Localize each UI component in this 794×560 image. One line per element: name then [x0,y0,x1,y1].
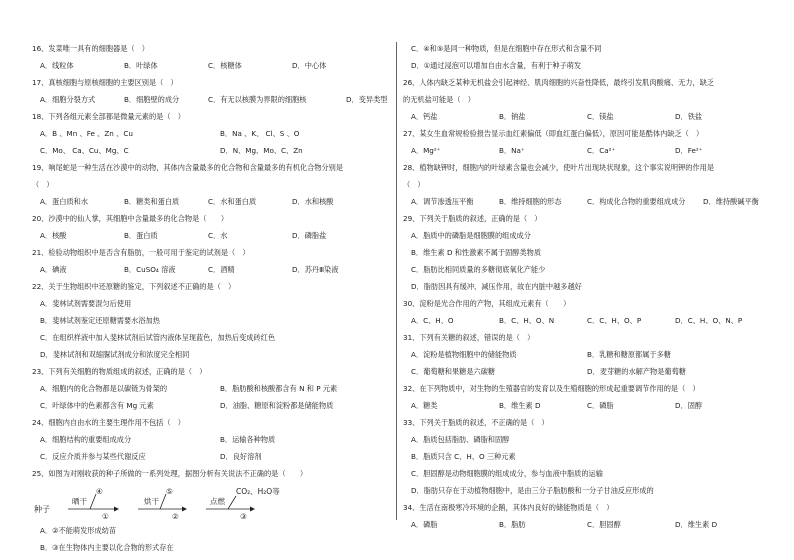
branch-line [90,494,96,509]
arrow-head [114,507,119,512]
question-16-options [32,57,392,74]
question-19-stem: 19、响尾蛇是一种生活在沙漠中的动物，其体内含量最多的化合物和含量最多的有机化合物分别是 [32,163,344,172]
option: C．酒精 [208,265,235,274]
option: D．变异类型 [346,95,388,104]
option: B．蛋白质 [124,231,158,240]
label-bake-dry: 烘干 [144,497,159,506]
option: C．Ca²⁺ [587,146,616,155]
option: B．脂肪 [499,520,526,529]
question-18-stem: 18、下列各组元素全部都是微量元素的是（ ） [32,112,185,121]
question-28-stem: 28、植物缺钾时，细胞内的叶绿素含量也会减少，使叶片出现块状现象，这个事实说明钾的作用是 [403,163,715,172]
option: C．胆固醇是动物细胞膜的组成成分，参与血液中脂质的运输 [411,469,603,478]
option: A．②不能萌发形成幼苗 [40,526,117,535]
option: D．斐林试剂和双缩脲试剂成分和浓度完全相同 [40,350,190,359]
option: C．磷脂 [587,401,614,410]
question-17-stem: 17、真核细胞与原核细胞的主要区别是（ ） [32,78,178,87]
option: B．CuSO₄ 溶液 [124,265,176,274]
label-circle-5: ⑤ [166,487,173,496]
option: D．维持酸碱平衡 [703,197,759,206]
option: B．脂质只含 C、H、O 三种元素 [411,452,516,461]
question-32-options [403,397,775,414]
option: C．核糖体 [208,61,242,70]
option: D．C、H、O、N、P [675,316,743,325]
option: D．麦芽糖的水解产物是葡萄糖 [587,367,686,376]
label-circle-2: ② [172,512,179,521]
question-34-stem: 34、生活在南极寒冷环境的企鹅，其体内良好的储能物质是（ ） [403,503,614,512]
option: B．③在生物体内主要以化合物的形式存在 [40,543,174,552]
option: D．良好溶剂 [220,452,262,461]
right-column [403,40,775,533]
option: B．乳糖和糖原都属于多糖 [587,350,671,359]
question-25-stem: 25、如图为对刚收获的种子所做的一系列处理，据图分析有关说法不正确的是（ ） [32,469,308,478]
question-17-options [32,91,392,108]
question-33-stem: 33、下列关于脂质的叙述，不正确的是（ ） [403,418,549,427]
question-32-stem: 32、在下列物质中，对生物的生殖器官的发育以及生殖细胞的形成起重要调节作用的是（ ） [403,384,700,393]
option: A．细胞内的化合物都是以碳链为骨架的 [40,384,168,393]
option: D．维生素 D [675,520,718,529]
option: B．Na 、K、 Cl、S 、O [220,129,300,138]
question-18-options-ab [32,125,392,142]
question-24-options-ab [32,431,392,448]
question-31-options-ab [403,346,775,363]
option: D．油脂、糖原和淀粉都是储能物质 [220,401,334,410]
question-23-stem: 23、下列有关细胞的物质组成的叙述，正确的是（ ） [32,367,207,376]
option: B．钠盐 [499,112,526,121]
option: A．斐林试剂需要混匀后使用 [40,299,132,308]
seed-process-diagram [32,482,392,522]
question-22-stem: 22、关于生物组织中还原糖的鉴定，下列叙述不正确的是（ ） [32,282,236,291]
option: D．脂肪只存在于动植物细胞中，是由三分子脂肪酸和一分子甘油反应形成的 [411,486,654,495]
option: B．脂肪酸和核酸都含有 N 和 P 元素 [220,384,338,393]
question-27-options [403,142,775,159]
question-28-stem-cont: （ ） [403,180,425,189]
label-ignite: 点燃 [210,497,225,506]
option: D．Fe²⁺ [675,146,703,155]
option: C．脂肪比相同质量的多糖彻底氧化产能少 [411,265,546,274]
option: A．脂质包括脂肪、磷脂和固醇 [411,435,510,444]
question-24-stem: 24、细胞内自由水的主要生理作用不包括（ ） [32,418,185,427]
question-24-options-cd [32,448,392,465]
option: C．在组织样液中加入斐林试剂后试管内液体呈现蓝色，加热后变成砖红色 [40,333,276,342]
label-sun-dry: 晒干 [72,497,87,506]
option: D．苏丹Ⅲ染液 [292,265,339,274]
option: A．糖类 [411,401,438,410]
option: A．细胞分裂方式 [40,95,96,104]
question-31-options-cd [403,363,775,380]
option: D．N、Mg、Mo、C、Zn [220,146,303,155]
question-28-options [403,193,775,210]
option: A．Mg²⁺ [411,146,441,155]
option: D．水和核酸 [292,197,334,206]
option: C．叶绿体中的色素都含有 Mg 元素 [40,401,154,410]
label-seed: 种子 [34,505,50,514]
question-16-stem: 16、发菜唯一具有的细胞器是（ ） [32,44,149,53]
question-30-stem: 30、淀粉是光合作用的产物，其组成元素有（ ） [403,299,571,308]
option: B．叶绿体 [124,61,158,70]
option: A．B 、Mn 、Fe 、Zn 、Cu [40,129,133,138]
option: B．运输各种物质 [220,435,276,444]
question-29-stem: 29、下列关于脂质的叙述，正确的是（ ） [403,214,542,223]
option: B．维持细胞的形态 [499,197,562,206]
question-19-stem-cont: （ ） [32,180,54,189]
question-19-options [32,193,392,210]
option: A．调节渗透压平衡 [411,197,474,206]
question-26-stem-cont: 的无机盐可能是（ ） [403,95,475,104]
option: B．糖类和蛋白质 [124,197,180,206]
option: C．C、H、O、P [587,316,642,325]
arrow-head [182,507,187,512]
question-20-options [32,227,392,244]
label-circle-1: ① [102,512,109,521]
option: B．维生素 D [499,401,541,410]
option: A．磷脂 [411,520,438,529]
label-circle-3: ③ [240,512,247,521]
question-20-stem: 20、沙漠中的仙人掌，其细胞中含量最多的化合物是（ ） [32,214,229,223]
option: A．钙盐 [411,112,438,121]
option: B．C、H、O、N [499,316,555,325]
label-circle-4: ④ [96,487,103,496]
column-divider [396,42,397,520]
option: C．有无以核膜为界限的细胞核 [208,95,307,104]
option: C．反应介质并参与某些代谢反应 [40,452,146,461]
option: B．Na⁺ [499,146,525,155]
question-26-options [403,108,775,125]
option: C．镁盐 [587,112,614,121]
option: A．线粒体 [40,61,74,70]
option: B．斐林试剂鉴定还原糖需要水浴加热 [40,316,160,325]
question-31-stem: 31、下列有关糖的叙述，错误的是（ ） [403,333,535,342]
option: C．④和⑤是同一种物质，但是在细胞中存在形式和含量不同 [411,44,602,53]
branch-line [160,494,166,509]
option: A．碘液 [40,265,67,274]
question-21-stem: 21、检验动物组织中是否含有脂肪，一般可用于鉴定的试剂是（ ） [32,248,250,257]
option: A．核酸 [40,231,67,240]
option: A．蛋白质和水 [40,197,89,206]
option: D．铁盐 [675,112,703,121]
branch-line [228,496,236,509]
option: B．细胞壁的成分 [124,95,180,104]
option: B．维生素 D 和性激素不属于固醇类物质 [411,248,542,257]
question-23-options-ab [32,380,392,397]
option: C．水 [208,231,228,240]
option: A．细胞结构的重要组成成分 [40,435,132,444]
option: A．C、H、O [411,316,454,325]
option: C．Mo、 Ca、Cu、Mg、C [40,146,129,155]
option: D．①通过浸泡可以增加自由水含量，有利于种子萌发 [411,61,582,70]
option: C．水和蛋白质 [208,197,257,206]
question-21-options [32,261,392,278]
question-27-stem: 27、某女生血常规检验报告显示血红素偏低（即血红蛋白偏低），原因可能是酷体内缺乏（ ） [403,129,704,138]
question-18-options-cd [32,142,392,159]
option: D．中心体 [292,61,327,70]
arrow-head [250,507,255,512]
option: C．胆固醇 [587,520,621,529]
seed-process-svg [32,482,332,522]
left-column [32,40,392,556]
option: D．脂肪因具有缓冲、减压作用，故在内脏中越多越好 [411,282,582,291]
question-34-options [403,516,775,533]
question-26-stem: 26、人体内缺乏某种无机盐会引起神经、肌肉细胞的兴奋性降低，最终引发肌肉酸痛、无力，缺乏 [403,78,715,87]
option: D．磷脂盐 [292,231,327,240]
option: A．脂质中的磷脂是细胞膜的组成成分 [411,231,531,240]
option: D．固醇 [675,401,703,410]
question-30-options [403,312,775,329]
question-23-options-cd [32,397,392,414]
option: C．构成化合物的重要组成成分 [587,197,686,206]
option: A．淀粉是植物细胞中的储能物质 [411,350,517,359]
label-products: CO₂、H₂O等 [236,487,280,496]
option: C．葡萄糖和果糖是六碳糖 [411,367,496,376]
